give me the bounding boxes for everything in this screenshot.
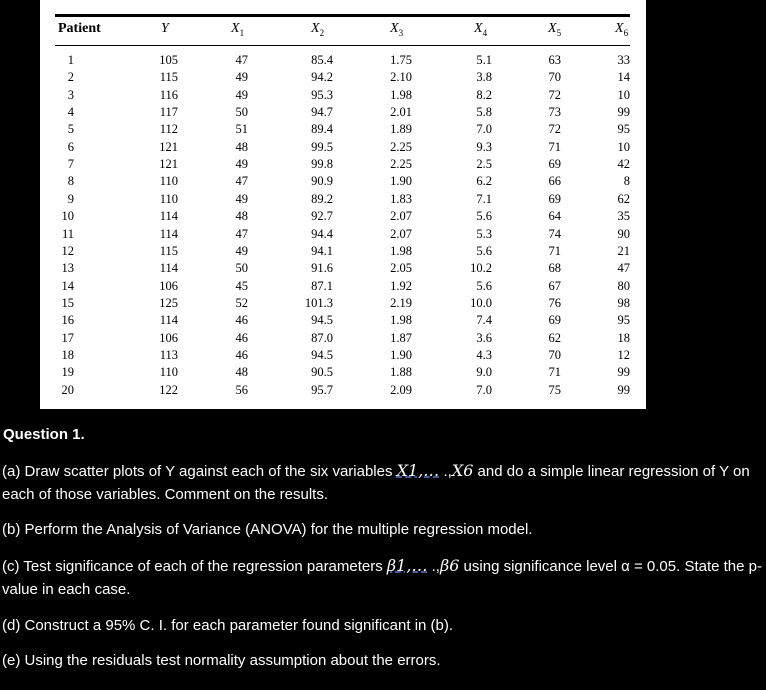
cell-patient: 20 — [61, 382, 74, 397]
cell-x4: 5.6 — [476, 278, 492, 293]
cell-x3: 1.90 — [390, 347, 412, 362]
cell-x1: 49 — [235, 191, 248, 206]
cell-x2: 94.1 — [311, 243, 333, 258]
cell-x5: 63 — [548, 53, 561, 67]
cell-x5: 74 — [548, 226, 561, 241]
part-a-math-x6: X6 — [451, 461, 474, 480]
cell-x1: 46 — [235, 313, 248, 328]
header-y: Y — [161, 21, 169, 36]
cell-y: 106 — [159, 330, 178, 345]
cell-x2: 87.0 — [311, 330, 333, 345]
cell-x2: 91.6 — [311, 261, 333, 276]
data-table — [40, 0, 646, 409]
cell-x2: 90.5 — [311, 365, 333, 380]
question-part-e: (e) Using the residuals test normality assumption about the errors. — [2, 652, 441, 669]
cell-x4: 3.6 — [476, 330, 492, 345]
cell-x4: 5.3 — [476, 226, 492, 241]
cell-x4: 6.2 — [476, 174, 492, 189]
cell-x4: 5.8 — [476, 105, 492, 120]
cell-y: 110 — [159, 174, 178, 189]
cell-patient: 9 — [67, 191, 74, 206]
cell-x6: 10 — [617, 87, 630, 102]
cell-patient: 10 — [61, 209, 74, 224]
cell-y: 114 — [159, 313, 178, 328]
cell-x2: 92.7 — [311, 209, 333, 224]
cell-patient: 5 — [67, 122, 74, 137]
cell-x2: 94.4 — [311, 226, 333, 241]
cell-x3: 1.98 — [390, 87, 412, 102]
cell-x4: 9.0 — [476, 365, 492, 380]
cell-x1: 46 — [235, 330, 248, 345]
cell-x1: 49 — [235, 243, 248, 258]
cell-x4: 7.1 — [476, 191, 492, 206]
cell-patient: 15 — [61, 295, 74, 310]
part-c-text-3: using significance level α = 0.05. State the p-value in each case. — [2, 558, 762, 598]
cell-patient: 14 — [61, 278, 74, 293]
cell-x4: 7.0 — [476, 382, 492, 397]
part-a-text-1: (a) Draw scatter plots of Y against each of the six variables — [2, 463, 397, 480]
cell-y: 115 — [159, 243, 178, 258]
cell-x3: 2.09 — [390, 382, 412, 397]
cell-y: 122 — [159, 382, 178, 397]
cell-x4: 5.6 — [476, 209, 492, 224]
part-c-text-1: (c) Test significance of each of the regression parameters — [2, 558, 387, 575]
question-part-d: (d) Construct a 95% C. I. for each parameter found significant in (b). — [2, 617, 454, 634]
cell-patient: 2 — [67, 70, 74, 85]
cell-x6: 62 — [617, 191, 630, 206]
cell-y: 125 — [159, 295, 178, 310]
cell-patient: 1 — [67, 53, 74, 67]
cell-x5: 71 — [548, 365, 561, 380]
cell-x5: 69 — [548, 191, 561, 206]
cell-y: 114 — [159, 226, 178, 241]
part-a-text-3: and do a simple linear regression of Y on each of those variables. Comment on the results. — [2, 463, 750, 503]
cell-x3: 2.07 — [390, 226, 412, 241]
part-c-text-2: ., — [427, 558, 440, 575]
cell-x6: 90 — [617, 226, 630, 241]
header-x4: $X_4$ — [474, 21, 488, 38]
header-x6: $X_6$ — [615, 21, 629, 38]
cell-x1: 47 — [235, 226, 248, 241]
cell-x1: 49 — [235, 157, 248, 172]
cell-y: 110 — [159, 365, 178, 380]
cell-x5: 71 — [548, 139, 561, 154]
cell-x1: 50 — [235, 105, 248, 120]
cell-x2: 94.5 — [311, 347, 333, 362]
cell-y: 113 — [159, 347, 178, 362]
cell-x3: 2.19 — [390, 295, 412, 310]
cell-patient: 16 — [61, 313, 74, 328]
cell-x6: 21 — [617, 243, 630, 258]
cell-x3: 1.98 — [390, 313, 412, 328]
header-x3: $X_3$ — [390, 21, 404, 38]
cell-x6: 18 — [617, 330, 630, 345]
cell-x2: 85.4 — [311, 53, 333, 67]
cell-x5: 68 — [548, 261, 561, 276]
cell-x1: 47 — [235, 174, 248, 189]
part-c-math-beta1: β1,… — [386, 556, 428, 575]
question-part-a — [2, 459, 762, 506]
cell-x3: 1.75 — [390, 53, 412, 67]
cell-y: 105 — [159, 53, 178, 67]
cell-patient: 13 — [61, 261, 74, 276]
cell-x4: 3.8 — [476, 70, 492, 85]
cell-x4: 4.3 — [476, 347, 492, 362]
cell-y: 121 — [159, 157, 178, 172]
cell-x1: 50 — [235, 261, 248, 276]
cell-x3: 2.05 — [390, 261, 412, 276]
cell-x3: 1.98 — [390, 243, 412, 258]
question-part-b: (b) Perform the Analysis of Variance (ANOVA) for the multiple regression model. — [2, 521, 533, 538]
part-a-math-x1: X1,… — [396, 461, 440, 480]
cell-x5: 70 — [548, 347, 561, 362]
header-x2: $X_2$ — [311, 21, 325, 38]
header-patient: Patient — [58, 21, 101, 36]
cell-x5: 72 — [548, 87, 561, 102]
cell-x2: 95.7 — [311, 382, 333, 397]
cell-x4: 7.0 — [476, 122, 492, 137]
cell-patient: 8 — [67, 174, 74, 189]
cell-x1: 48 — [235, 139, 248, 154]
cell-y: 116 — [159, 87, 178, 102]
cell-x5: 69 — [548, 157, 561, 172]
cell-x3: 1.83 — [390, 191, 412, 206]
cell-x2: 87.1 — [311, 278, 333, 293]
cell-x6: 35 — [617, 209, 630, 224]
part-c-math-beta6: β6 — [439, 556, 460, 575]
header-x1: $X_1$ — [231, 21, 245, 38]
cell-x2: 89.4 — [311, 122, 333, 137]
cell-x6: 99 — [617, 105, 630, 120]
question-section — [0, 409, 766, 690]
cell-x3: 1.89 — [390, 122, 412, 137]
cell-x4: 2.5 — [476, 157, 492, 172]
cell-x3: 1.88 — [390, 365, 412, 380]
cell-x5: 70 — [548, 70, 561, 85]
cell-x6: 95 — [617, 313, 630, 328]
cell-x2: 99.5 — [311, 139, 333, 154]
cell-x1: 49 — [235, 87, 248, 102]
cell-x3: 2.10 — [390, 70, 412, 85]
cell-patient: 4 — [67, 105, 74, 120]
cell-y: 114 — [159, 261, 178, 276]
cell-x2: 95.3 — [311, 87, 333, 102]
cell-x2: 94.5 — [311, 313, 333, 328]
cell-x6: 33 — [617, 53, 630, 67]
cell-patient: 7 — [67, 157, 74, 172]
cell-x5: 62 — [548, 330, 561, 345]
cell-y: 115 — [159, 70, 178, 85]
cell-x2: 94.7 — [311, 105, 333, 120]
cell-x3: 2.25 — [390, 139, 412, 154]
cell-x4: 5.1 — [476, 53, 492, 67]
cell-y: 117 — [159, 105, 178, 120]
cell-x4: 8.2 — [476, 87, 492, 102]
cell-patient: 18 — [61, 347, 74, 362]
table-top-rule — [55, 14, 630, 17]
cell-x1: 45 — [235, 278, 248, 293]
cell-x2: 101.3 — [304, 295, 333, 310]
cell-y: 121 — [159, 139, 178, 154]
cell-x2: 99.8 — [311, 157, 333, 172]
cell-x5: 67 — [548, 278, 561, 293]
cell-x1: 46 — [235, 347, 248, 362]
cell-x5: 76 — [548, 295, 561, 310]
cell-x6: 12 — [617, 347, 630, 362]
cell-patient: 12 — [61, 243, 74, 258]
cell-x3: 2.01 — [390, 105, 412, 120]
cell-x3: 1.92 — [390, 278, 412, 293]
cell-patient: 3 — [67, 87, 74, 102]
cell-x5: 71 — [548, 243, 561, 258]
cell-x1: 48 — [235, 209, 248, 224]
cell-y: 110 — [159, 191, 178, 206]
cell-x2: 94.2 — [311, 70, 333, 85]
cell-x1: 49 — [235, 70, 248, 85]
question-part-c — [2, 554, 762, 601]
cell-x6: 99 — [617, 382, 630, 397]
cell-x6: 80 — [617, 278, 630, 293]
cell-x5: 69 — [548, 313, 561, 328]
cell-x6: 47 — [617, 261, 630, 276]
cell-x5: 72 — [548, 122, 561, 137]
cell-x4: 10.2 — [470, 261, 492, 276]
cell-x2: 90.9 — [311, 174, 333, 189]
header-x5: $X_5$ — [548, 21, 562, 38]
cell-x6: 14 — [617, 70, 630, 85]
cell-y: 106 — [159, 278, 178, 293]
cell-x3: 1.87 — [390, 330, 412, 345]
cell-x6: 10 — [617, 139, 630, 154]
cell-x6: 95 — [617, 122, 630, 137]
cell-x4: 5.6 — [476, 243, 492, 258]
cell-x6: 98 — [617, 295, 630, 310]
cell-y: 114 — [159, 209, 178, 224]
cell-x5: 73 — [548, 105, 561, 120]
cell-x5: 66 — [548, 174, 561, 189]
cell-x6: 42 — [617, 157, 630, 172]
cell-x1: 56 — [235, 382, 248, 397]
cell-x3: 2.07 — [390, 209, 412, 224]
cell-x4: 10.0 — [470, 295, 492, 310]
cell-x5: 75 — [548, 382, 561, 397]
cell-y: 112 — [159, 122, 178, 137]
table-header-rule — [55, 45, 630, 46]
cell-x6: 99 — [617, 365, 630, 380]
question-title: Question 1. — [3, 426, 85, 443]
cell-patient: 17 — [61, 330, 74, 345]
cell-x3: 1.90 — [390, 174, 412, 189]
cell-x6: 8 — [623, 174, 630, 189]
cell-x1: 47 — [235, 53, 248, 67]
cell-x2: 89.2 — [311, 191, 333, 206]
cell-x1: 52 — [235, 295, 248, 310]
cell-patient: 6 — [67, 139, 74, 154]
cell-patient: 11 — [61, 226, 74, 241]
cell-x1: 51 — [235, 122, 248, 137]
cell-patient: 19 — [61, 365, 74, 380]
cell-x3: 2.25 — [390, 157, 412, 172]
cell-x4: 9.3 — [476, 139, 492, 154]
cell-x1: 48 — [235, 365, 248, 380]
part-a-text-2: ., — [439, 463, 452, 480]
cell-x4: 7.4 — [476, 313, 492, 328]
cell-x5: 64 — [548, 209, 561, 224]
